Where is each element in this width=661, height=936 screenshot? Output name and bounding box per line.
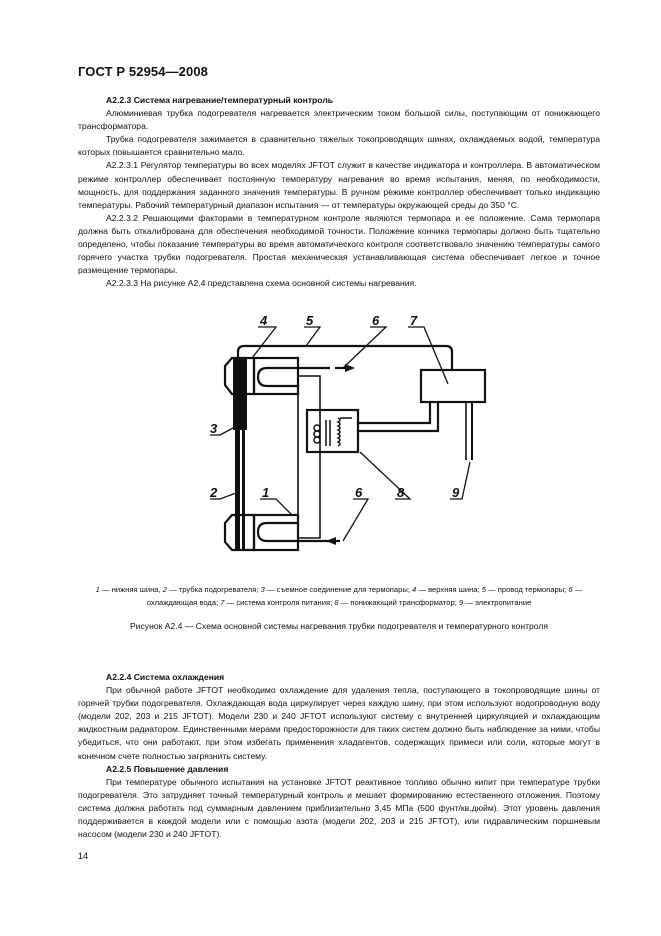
label-6-top: 6	[372, 313, 380, 328]
paragraph: A2.2.3.3 На рисунке A2.4 представлена схема основной системы нагревания.	[106, 278, 417, 289]
label-3: 3	[210, 421, 218, 436]
paragraph: При обычной работе JFTOT необходимо охлаждение для удаления тепла, поступающего в токопроводящие шины от горячей трубки подогревателя. Охлаждающая вода циркулирует через каждую шину, при этом используют водопроводную воду (модели 202, 203 и 215 JFTOT). Модели 230 и 240 JFTOT используют систему с внутренней циркуляцией и охлаждающим жидкостным радиатором. Единственными мерами предосторожности для таких систем должно быть наблюдение за ними, чтобы убедиться, что они работают, при этом избегать применения хладагентов, содержащих примеси или соли, которые могут в конечном счете полностью загрязнить систему.	[78, 685, 600, 761]
figure-legend: 1 — нижняя шина, 2 — трубка подогревателя; 3 — съемное соединение для термопары; 4 — верхняя шина; 5 — провод термопары; 6 — охлаждающая вода; 7 — система контроля питания; 8 — понижающий трансформатор; 9 — электропитание	[95, 585, 583, 607]
label-2: 2	[210, 485, 218, 500]
section-heading: A2.2.5 Повышение давления	[106, 763, 229, 774]
paragraph: Трубка подогревателя зажимается в сравнительно тяжелых токопроводящих шинах, охлаждаемых водой, температура которых повышается сравнительно мало.	[78, 134, 600, 158]
label-5: 5	[306, 313, 314, 328]
page-number: 14	[78, 851, 89, 861]
label-1: 1	[262, 485, 270, 500]
label-9: 9	[452, 485, 460, 500]
label-6-bottom: 6	[355, 485, 363, 500]
figure-caption: Рисунок A2.4 — Схема основной системы нагревания трубки подогревателя и температурного контроля	[129, 621, 549, 631]
paragraph: A2.2.3.2 Решающими факторами в температурном контроле являются термопара и ее положение. Сама термопара должна быть откалибрована для обеспечения необходимой точности. Положение кончика термопары должно быть тщательно определено, чтобы показание температуры во время автоматического контроля соответствовало значению температуры самого горячего участка трубки подогревателя. Простая механическая устанавливающая система обеспечивает легкое и точное размещение термопары.	[78, 212, 600, 276]
label-4: 4	[260, 313, 268, 328]
section-heading: A2.2.4 Система охлаждения	[106, 672, 225, 682]
section-a223	[78, 94, 600, 290]
heating-system-diagram	[200, 310, 500, 570]
label-7: 7	[410, 313, 418, 328]
section-a224-a225	[78, 671, 600, 841]
section-heading: A2.2.3 Система нагревание/температурный контроль	[106, 95, 334, 105]
paragraph: При температуре обычного испытания на установке JFTOT реактивное топливо обычно кипит при температуре трубки подогревателя. Это затрудняет точный температурный контроль и мешает формированию естественного отложения. Поэтому система должна работать под суммарным давлением приблизительно 3,45 МПа (500 фунт/кв.дюйм). Этот уровень давления поддерживается в каждой модели или с помощью азота (модели 202, 203 и 215 JFTOT), или гидравлическим поршневым насосом (модели 230 и 240 JFTOT).	[78, 776, 600, 840]
paragraph: Алюминиевая трубка подогревателя нагревается электрическим током большой силы, поступающим от понижающего трансформатора.	[78, 108, 600, 132]
document-header: ГОСТ Р 52954—2008	[78, 64, 208, 79]
paragraph: A2.2.3.1 Регулятор температуры во всех моделях JFTOT служит в качестве индикатора и контроллера. В автоматическом режиме контроллер обеспечивает постоянную температуру нагревания во время испытания, меняя, по необходимости, мощность, для поддержания заданного значения температуры. В ручном режиме контроллер обеспечивает только индикацию температуры. Рабочий температурный диапазон испытания — от температуры окружающей среды до 350 °С.	[78, 160, 600, 210]
label-8: 8	[397, 485, 405, 500]
